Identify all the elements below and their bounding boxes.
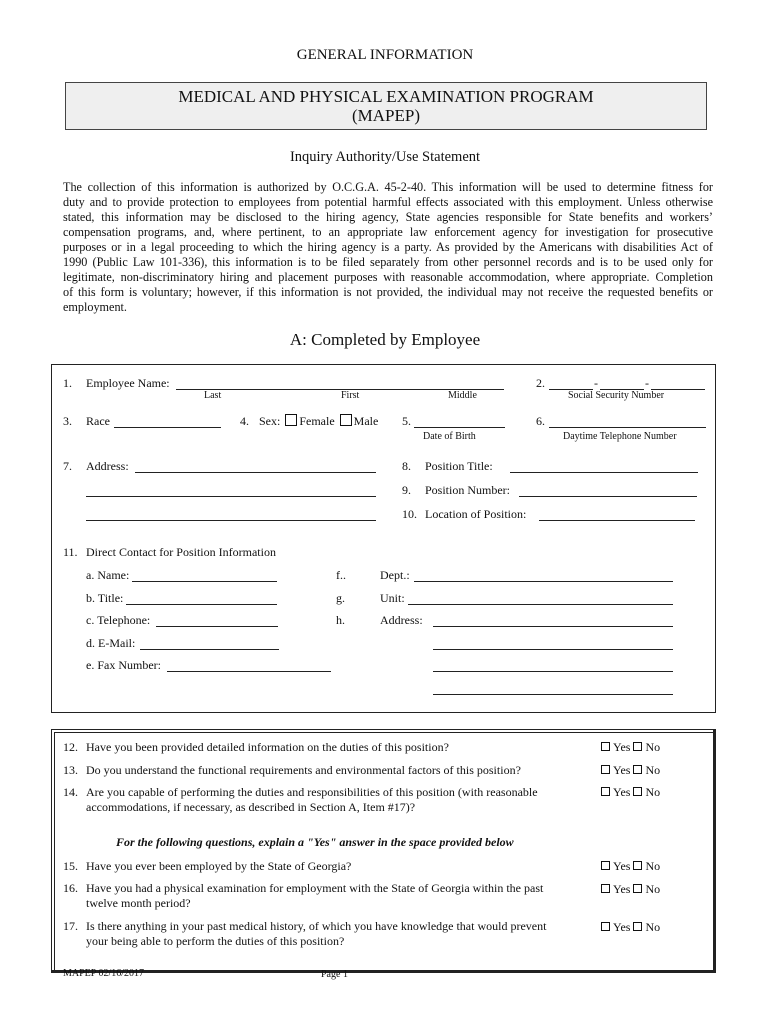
daytime-phone-caption: Daytime Telephone Number bbox=[563, 431, 677, 442]
statement-line: legitimate, non-discriminatory hiring and placement purposes with reasonable accommodation, where appropriate. Completion bbox=[63, 270, 713, 284]
contact-address-line-1-input[interactable] bbox=[433, 626, 673, 627]
q16-no-checkbox[interactable] bbox=[633, 884, 642, 893]
contact-title-label: b. Title: bbox=[86, 591, 124, 605]
statement-line: employment. bbox=[63, 300, 127, 314]
date-of-birth-caption: Date of Birth bbox=[423, 431, 476, 442]
item-g-letter: g. bbox=[336, 591, 345, 605]
address-label: Address: bbox=[86, 459, 129, 473]
no-label: No bbox=[645, 763, 661, 777]
male-label: Male bbox=[353, 414, 379, 428]
female-checkbox[interactable] bbox=[285, 414, 297, 426]
location-input[interactable] bbox=[539, 520, 695, 521]
q17-number: 17. bbox=[63, 919, 78, 933]
q16-text-line-1: Have you had a physical examination for employment with the State of Georgia within the past bbox=[86, 881, 544, 895]
q12-text: Have you been provided detailed information on the duties of this position? bbox=[86, 740, 449, 754]
general-information-header: GENERAL INFORMATION bbox=[296, 47, 474, 63]
statement-line: of this form is voluntary; however, if this information is not provided, the individual may not receive the requested benefits or bbox=[63, 285, 713, 299]
q13-no-checkbox[interactable] bbox=[633, 765, 642, 774]
instruction-text: For the following questions, explain a "Yes" answer in the space provided below bbox=[116, 835, 514, 849]
yes-label: Yes bbox=[613, 785, 631, 799]
ssn-caption: Social Security Number bbox=[568, 390, 665, 401]
first-name-caption: First bbox=[341, 390, 360, 401]
q15-answer bbox=[601, 859, 660, 874]
contact-address-line-4-input[interactable] bbox=[433, 694, 673, 695]
statement-line: purposes or in a legal proceeding to which the hiring agency is a party. As provided by the Americans with disabilities Act of bbox=[63, 240, 713, 254]
q12-no-checkbox[interactable] bbox=[633, 742, 642, 751]
male-checkbox[interactable] bbox=[340, 414, 352, 426]
q14-text-line-1: Are you capable of performing the duties and responsibilities of this position (with reasonable bbox=[86, 785, 538, 799]
ssn-dash: - bbox=[594, 376, 598, 390]
item-1-number: 1. bbox=[63, 376, 72, 390]
q15-text: Have you ever been employed by the State of Georgia? bbox=[86, 859, 352, 873]
q14-text-line-2: accommodations, if necessary, as described in Section A, Item #17)? bbox=[86, 800, 416, 814]
statement-line: duty and to provide protection to employees from potential harmful effects associated with this employment. Unless otherwise bbox=[63, 195, 713, 209]
contact-address-line-3-input[interactable] bbox=[433, 671, 673, 672]
q14-answer bbox=[601, 785, 660, 800]
contact-telephone-label: c. Telephone: bbox=[86, 613, 151, 627]
statement-line: The collection of this information is authorized by O.C.G.A. 45-2-40. This information will be used to determine fitness for bbox=[63, 180, 713, 194]
sex-field bbox=[259, 414, 378, 429]
item-7-number: 7. bbox=[63, 459, 72, 473]
title-line-1: MEDICAL AND PHYSICAL EXAMINATION PROGRAM bbox=[178, 87, 594, 106]
yes-label: Yes bbox=[613, 763, 631, 777]
item-6-number: 6. bbox=[536, 414, 545, 428]
contact-name-label: a. Name: bbox=[86, 568, 130, 582]
no-label: No bbox=[645, 785, 661, 799]
q16-text-line-2: twelve month period? bbox=[86, 896, 191, 910]
q14-no-checkbox[interactable] bbox=[633, 787, 642, 796]
q15-no-checkbox[interactable] bbox=[633, 861, 642, 870]
item-f-letter: f.. bbox=[336, 568, 346, 582]
yes-label: Yes bbox=[613, 859, 631, 873]
item-5-number: 5. bbox=[402, 414, 411, 428]
no-label: No bbox=[645, 920, 661, 934]
q12-number: 12. bbox=[63, 740, 78, 754]
title-line-2: (MAPEP) bbox=[351, 106, 420, 125]
contact-telephone-input[interactable] bbox=[156, 626, 278, 627]
contact-address-line-2-input[interactable] bbox=[433, 649, 673, 650]
item-9-number: 9. bbox=[402, 483, 411, 497]
last-name-caption: Last bbox=[204, 390, 222, 401]
inquiry-statement bbox=[63, 180, 713, 315]
q17-yes-checkbox[interactable] bbox=[601, 922, 610, 931]
contact-name-input[interactable] bbox=[132, 581, 277, 582]
contact-title-input[interactable] bbox=[126, 604, 277, 605]
item-2-number: 2. bbox=[536, 376, 545, 390]
race-input[interactable] bbox=[114, 427, 221, 428]
q17-no-checkbox[interactable] bbox=[633, 922, 642, 931]
q13-answer bbox=[601, 763, 660, 778]
direct-contact-label: Direct Contact for Position Information bbox=[86, 545, 276, 559]
contact-email-input[interactable] bbox=[140, 649, 279, 650]
q17-answer bbox=[601, 920, 660, 935]
position-number-label: Position Number: bbox=[425, 483, 511, 497]
q15-yes-checkbox[interactable] bbox=[601, 861, 610, 870]
item-4-number: 4. bbox=[240, 414, 249, 428]
location-label: Location of Position: bbox=[425, 507, 527, 521]
middle-name-caption: Middle bbox=[448, 390, 477, 401]
q15-number: 15. bbox=[63, 859, 78, 873]
sex-label: Sex: bbox=[259, 414, 281, 428]
q13-text: Do you understand the functional requirements and environmental factors of this position? bbox=[86, 763, 521, 777]
dept-input[interactable] bbox=[414, 581, 673, 582]
female-label: Female bbox=[299, 414, 335, 428]
employee-name-label: Employee Name: bbox=[86, 376, 170, 390]
q12-answer bbox=[601, 740, 660, 755]
statement-line: 1990 (Public Law 101-336), this information is to be filed separately from other personnel records and is to be used only for bbox=[63, 255, 713, 269]
item-3-number: 3. bbox=[63, 414, 72, 428]
position-title-input[interactable] bbox=[510, 472, 698, 473]
page-number: Page 1 bbox=[321, 969, 348, 980]
item-h-letter: h. bbox=[336, 613, 345, 627]
yes-label: Yes bbox=[613, 740, 631, 754]
no-label: No bbox=[645, 740, 661, 754]
contact-fax-input[interactable] bbox=[167, 671, 331, 672]
contact-fax-label: e. Fax Number: bbox=[86, 658, 161, 672]
form-id: MAPEP 02/16/2017 bbox=[63, 968, 145, 979]
statement-line: stated, this information may be disclosed to the hiring agency, State agencies responsible for State benefits and workers’ bbox=[63, 210, 713, 224]
q13-yes-checkbox[interactable] bbox=[601, 765, 610, 774]
item-10-number: 10. bbox=[402, 507, 417, 521]
contact-email-label: d. E-Mail: bbox=[86, 636, 136, 650]
no-label: No bbox=[645, 882, 661, 896]
yes-label: Yes bbox=[613, 920, 631, 934]
race-label: Race bbox=[86, 414, 110, 428]
title-box bbox=[65, 82, 707, 130]
q16-yes-checkbox[interactable] bbox=[601, 884, 610, 893]
unit-input[interactable] bbox=[408, 604, 673, 605]
address-line-2-input[interactable] bbox=[86, 496, 376, 497]
address-line-1-input[interactable] bbox=[135, 472, 376, 473]
section-a-heading: A: Completed by Employee bbox=[289, 330, 481, 349]
unit-label: Unit: bbox=[380, 591, 405, 605]
q17-text-line-1: Is there anything in your past medical history, of which you have knowledge that would prevent bbox=[86, 919, 547, 933]
inquiry-heading: Inquiry Authority/Use Statement bbox=[289, 149, 481, 165]
ssn-dash: - bbox=[645, 376, 649, 390]
contact-address-label: Address: bbox=[380, 613, 423, 627]
q14-yes-checkbox[interactable] bbox=[601, 787, 610, 796]
dept-label: Dept.: bbox=[380, 568, 410, 582]
item-11-number: 11. bbox=[63, 545, 78, 559]
position-title-label: Position Title: bbox=[425, 459, 493, 473]
date-of-birth-input[interactable] bbox=[414, 427, 505, 428]
q14-number: 14. bbox=[63, 785, 78, 799]
q16-number: 16. bbox=[63, 881, 78, 895]
q17-text-line-2: your being able to perform the duties of this position? bbox=[86, 934, 345, 948]
position-number-input[interactable] bbox=[519, 496, 697, 497]
daytime-phone-input[interactable] bbox=[549, 427, 706, 428]
q16-answer bbox=[601, 882, 660, 897]
statement-line: compensation programs, and, where pertinent, to an appropriate law enforcement agency for investigation for prosecutive bbox=[63, 225, 713, 239]
address-line-3-input[interactable] bbox=[86, 520, 376, 521]
q13-number: 13. bbox=[63, 763, 78, 777]
no-label: No bbox=[645, 859, 661, 873]
q12-yes-checkbox[interactable] bbox=[601, 742, 610, 751]
yes-label: Yes bbox=[613, 882, 631, 896]
item-8-number: 8. bbox=[402, 459, 411, 473]
